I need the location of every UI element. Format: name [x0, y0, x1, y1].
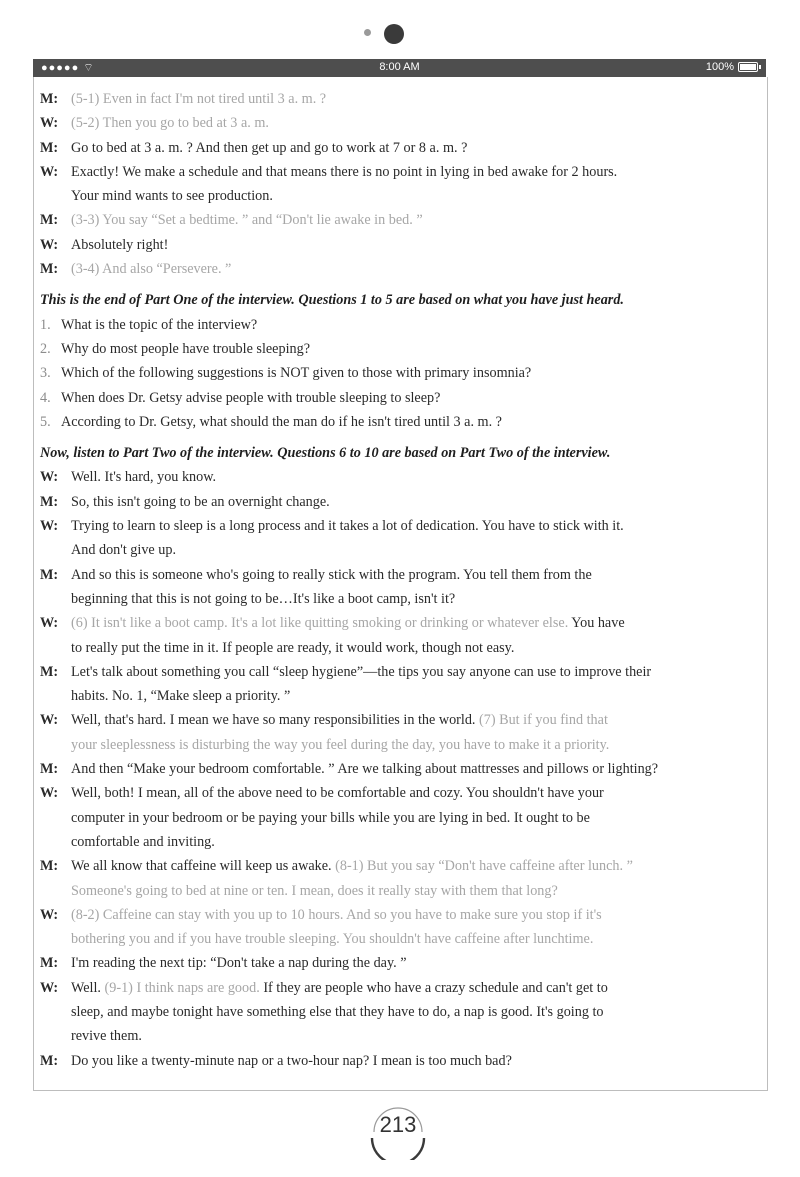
dialogue-text	[71, 611, 752, 635]
question-item	[40, 337, 752, 361]
answer-hint-continuation: your sleeplessness is disturbing the way you feel during the day, you have to make it a priority.	[71, 736, 610, 753]
dialogue-text: So, this isn't going to be an overnight change.	[71, 493, 330, 510]
dialogue-continuation: Your mind wants to see production.	[71, 188, 273, 205]
dialogue-text: (5-1) Even in fact I'm not tired until 3 a. m. ?	[71, 91, 327, 107]
speaker-label: W:	[40, 906, 59, 923]
dialogue-continuation: computer in your bedroom or be paying your bills while you are lying in bed. It ought to be	[71, 809, 590, 826]
dialogue-line	[40, 951, 752, 975]
answer-hint: (8-2) Caffeine can stay with you up to 10 hours. And so you have to make sure you stop if it's	[71, 906, 602, 923]
speaker-label: W:	[40, 712, 59, 729]
dialogue-line	[40, 1049, 752, 1073]
answer-hint-continuation: bothering you and if you have trouble sleeping. You shouldn't have caffeine after lunchtime.	[71, 931, 594, 948]
speaker-label: W:	[40, 163, 59, 180]
speaker-label: M:	[40, 761, 59, 778]
dialogue-line	[40, 514, 752, 538]
speaker-label: W:	[40, 518, 59, 535]
clock: 8:00 AM	[379, 61, 420, 73]
speaker-label: M:	[40, 139, 59, 156]
dialogue-continuation: comfortable and inviting.	[71, 833, 215, 850]
sensor-dot	[364, 29, 371, 36]
section-heading: Now, listen to Part Two of the interview. Questions 6 to 10 are based on Part Two of the interview.	[40, 445, 611, 462]
dialogue-line	[40, 490, 752, 514]
answer-hint: (6) It isn't like a boot camp. It's a lot like quitting smoking or drinking or whatever else.	[71, 615, 569, 632]
dialogue-line	[40, 976, 752, 1000]
status-bar	[33, 59, 766, 77]
speaker-label: W:	[40, 979, 59, 996]
dialogue-line	[40, 854, 752, 878]
dialogue-continuation: beginning that this is not going to be…It's like a boot camp, isn't it?	[71, 590, 456, 607]
dialogue-text-part: If they are people who have a crazy schedule and can't get to	[259, 979, 608, 996]
speaker-label: M:	[40, 858, 59, 875]
dialogue-continuation: And don't give up.	[71, 542, 177, 559]
dialogue-text: Go to bed at 3 a. m. ? And then get up and go to work at 7 or 8 a. m. ?	[71, 139, 468, 156]
dialogue-line	[40, 257, 752, 281]
dialogue-text: Absolutely right!	[71, 236, 169, 253]
dialogue-line	[40, 87, 752, 111]
dialogue-text: (5-2) Then you go to bed at 3 a. m.	[71, 115, 269, 132]
speaker-label: W:	[40, 785, 59, 802]
dialogue-line	[40, 611, 752, 635]
dialogue-text	[71, 854, 752, 878]
device-top-bezel	[0, 0, 800, 60]
answer-hint-continuation: Someone's going to bed at nine or ten. I mean, does it really stay with them that long?	[71, 882, 558, 899]
question-number: 1.	[40, 316, 51, 333]
dialogue-line	[40, 563, 752, 587]
dialogue-line	[40, 660, 752, 684]
dialogue-text: Well. It's hard, you know.	[71, 469, 217, 486]
dialogue-line	[40, 233, 752, 257]
dialogue-line	[40, 903, 752, 927]
dialogue-text: (3-4) And also “Persevere. ”	[71, 261, 232, 278]
dialogue-line	[40, 208, 752, 232]
page-number: 213	[379, 1112, 417, 1137]
dialogue-continuation: sleep, and maybe tonight have something else that they have to do, a nap is good. It's going to	[71, 1003, 604, 1020]
dialogue-text: Do you like a twenty-minute nap or a two-hour nap? I mean is too much bad?	[71, 1052, 512, 1069]
question-text: Which of the following suggestions is NOT given to those with primary insomnia?	[61, 365, 532, 382]
speaker-label: M:	[40, 212, 59, 229]
speaker-label: W:	[40, 469, 59, 486]
dialogue-line	[40, 757, 752, 781]
dialogue-text: And then “Make your bedroom comfortable. ” Are we talking about mattresses and pillows or lighting?	[71, 761, 659, 778]
dialogue-continuation: to really put the time in it. If people are ready, it would work, though not easy.	[71, 639, 515, 656]
dialogue-line	[40, 160, 752, 184]
dialogue-text-part: You have	[568, 615, 625, 632]
answer-hint: (8-1) But you say “Don't have caffeine after lunch. ”	[335, 858, 633, 875]
question-text: According to Dr. Getsy, what should the man do if he isn't tired until 3 a. m. ?	[61, 413, 502, 430]
page-number-badge	[366, 1098, 430, 1160]
dialogue-text: Trying to learn to sleep is a long process and it takes a lot of dedication. You have to stick with it.	[71, 518, 624, 535]
dialogue-line	[40, 465, 752, 489]
speaker-label: M:	[40, 955, 59, 972]
answer-hint: (9-1) I think naps are good.	[104, 979, 260, 996]
answer-hint: (7) But if you find that	[479, 712, 608, 729]
signal-icon: ●●●●●	[41, 62, 84, 74]
transcript-content	[40, 87, 752, 1073]
dialogue-continuation: habits. No. 1, “Make sleep a priority. ”	[71, 688, 291, 705]
question-number: 3.	[40, 365, 51, 382]
question-number: 4.	[40, 389, 51, 406]
speaker-label: M:	[40, 91, 59, 107]
dialogue-line	[40, 136, 752, 160]
dialogue-text-part: Well.	[71, 979, 105, 996]
speaker-label: W:	[40, 236, 59, 253]
dialogue-text	[71, 708, 752, 732]
question-text: Why do most people have trouble sleeping?	[61, 340, 311, 357]
dialogue-text	[71, 976, 752, 1000]
battery-indicator	[706, 61, 758, 73]
speaker-label: M:	[40, 261, 59, 278]
question-number: 2.	[40, 340, 51, 357]
question-item	[40, 313, 752, 337]
speaker-label: W:	[40, 115, 59, 132]
wifi-icon: ⌔	[83, 62, 95, 74]
question-number: 5.	[40, 413, 51, 430]
question-item	[40, 410, 752, 434]
question-text: When does Dr. Getsy advise people with trouble sleeping to sleep?	[61, 389, 441, 406]
dialogue-line	[40, 708, 752, 732]
speaker-label: M:	[40, 566, 59, 583]
dialogue-text-part: We all know that caffeine will keep us awake.	[71, 858, 336, 875]
question-text: What is the topic of the interview?	[61, 316, 258, 333]
battery-icon	[738, 62, 758, 72]
section-heading: This is the end of Part One of the interview. Questions 1 to 5 are based on what you have just heard.	[40, 292, 624, 309]
front-camera	[384, 24, 404, 44]
dialogue-line	[40, 111, 752, 135]
speaker-label: M:	[40, 663, 59, 680]
dialogue-text-part: Well, that's hard. I mean we have so many responsibilities in the world.	[71, 712, 480, 729]
dialogue-text: I'm reading the next tip: “Don't take a nap during the day. ”	[71, 955, 407, 972]
dialogue-text: (3-3) You say “Set a bedtime. ” and “Don't lie awake in bed. ”	[71, 212, 423, 229]
speaker-label: M:	[40, 493, 59, 510]
dialogue-text: And so this is someone who's going to really stick with the program. You tell them from the	[71, 566, 592, 583]
speaker-label: W:	[40, 615, 59, 632]
dialogue-continuation: revive them.	[71, 1028, 142, 1045]
dialogue-text: Let's talk about something you call “sleep hygiene”—the tips you say anyone can use to improve their	[71, 663, 652, 680]
battery-percent: 100%	[705, 61, 734, 73]
question-item	[40, 361, 752, 385]
dialogue-line	[40, 781, 752, 805]
question-item	[40, 386, 752, 410]
dialogue-text: Exactly! We make a schedule and that means there is no point in lying in bed awake for 2 hours.	[71, 163, 618, 180]
dialogue-text: Well, both! I mean, all of the above need to be comfortable and cozy. You shouldn't have your	[71, 785, 604, 802]
speaker-label: M:	[40, 1052, 59, 1069]
